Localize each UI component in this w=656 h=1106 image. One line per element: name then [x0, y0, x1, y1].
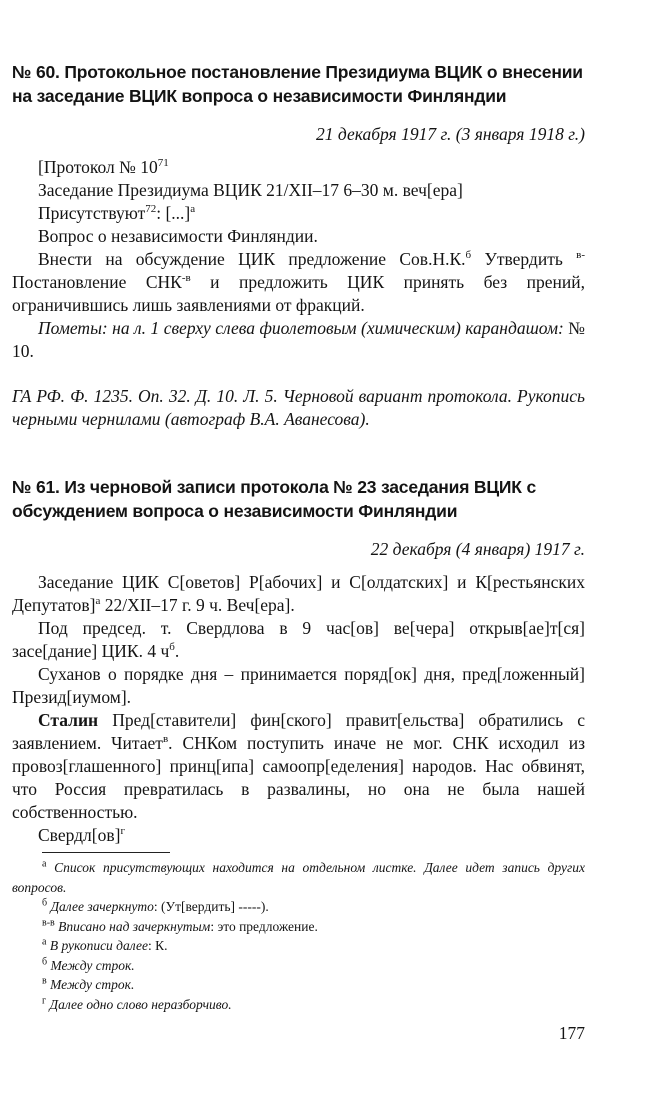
document-61-date: 22 декабря (4 января) 1917 г. — [370, 539, 585, 559]
doc60-resolution-paragraph: Внести на обсуждение ЦИК предложение Сов.Н.К.$^б$ Утвердить $^{в-}$Постановление $СНК^{-в}$ и предложить ЦИК принять без прений, ограничившись лишь заявлениями от фракций. — [12, 249, 586, 315]
footnote-item: $^б$ Между строк. — [42, 956, 135, 973]
doc60-protocol-line: [Протокол № $10^{71}$ — [38, 157, 169, 177]
doc60-session-line: Заседание Президиума ВЦИК 21/XII–17 6–30 м. веч[ера] — [38, 180, 463, 200]
document-61-title: № 61. Из черновой записи протокола № 23 заседания ВЦИК с обсуждением вопроса о независимости Финляндии — [12, 477, 536, 521]
doc61-agenda-paragraph: Суханов о порядке дня – принимается поряд[ок] дня, пред[ложенный] Презид[иумом]. — [12, 664, 585, 707]
footnote-divider — [42, 852, 170, 853]
footnote-item: $^б$ Далее зачеркнуто: (Ут[вердить] -----). — [42, 897, 269, 914]
footnote-item: $^{в-в}$ Вписано над зачеркнутым: это предложение. — [42, 917, 318, 934]
doc61-stalin-paragraph: Сталин Пред[ставители] фин[ского] правит[ельства] обратились с заявлением. Читает$^в$. СНКом поступить иначе не мог. СНК исходил из провоз[глашенного] принц[ипа] самоопр[еделения] народов. Нас обвинят, что Россия превратилась в развалины, но она не была нашей собственностью. — [12, 710, 585, 822]
doc61-session-paragraph: Заседание ЦИК С[оветов] Р[абочих] и С[олдатских] и К[рестьянских Депутатов]$^а$ 22/XII–17 г. 9 ч. Веч[ера]. — [12, 572, 585, 615]
section-gap — [12, 431, 585, 475]
footnotes — [12, 858, 585, 1014]
doc60-marks-paragraph: Пометы: на л. 1 сверху слева фиолетовым (химическим) карандашом: № 10. — [12, 318, 585, 361]
doc61-sverdlov-line: Свердл[ов]$^г$ — [38, 825, 125, 845]
doc61-chair-paragraph: Под председ. т. Свердлова в 9 час[ов] ве[чера] открыв[ае]т[ся] засе[дание] ЦИК. 4 $ч^б$. — [12, 618, 585, 661]
doc60-question-line: Вопрос о независимости Финляндии. — [38, 226, 318, 246]
document-60-title: № 60. Протокольное постановление Президиума ВЦИК о внесении на заседание ВЦИК вопроса о независимости Финляндии — [12, 62, 583, 106]
footnote-item: $^а$ В рукописи далее: К. — [42, 936, 168, 953]
page-body — [12, 60, 585, 847]
page-number: 177 — [558, 1023, 585, 1043]
footnote-item: $^в$ Между строк. — [42, 975, 135, 992]
doc60-present-line: Присутствуют$^{72}$: [...]$^а$ — [38, 203, 196, 223]
footnote-item: $^г$ Далее одно слово неразборчиво. — [42, 995, 232, 1012]
footnote-item: $^а$ Список присутствующих находится на отдельном листке. Далее идет запись других вопросов. — [12, 858, 585, 895]
document-60-date: 21 декабря 1917 г. (3 января 1918 г.) — [316, 124, 585, 144]
doc60-archive-reference: ГА РФ. Ф. 1235. Оп. 32. Д. 10. Л. 5. Черновой вариант протокола. Рукопись черными чернилами (автограф В.А. Аванесова). — [12, 386, 585, 429]
